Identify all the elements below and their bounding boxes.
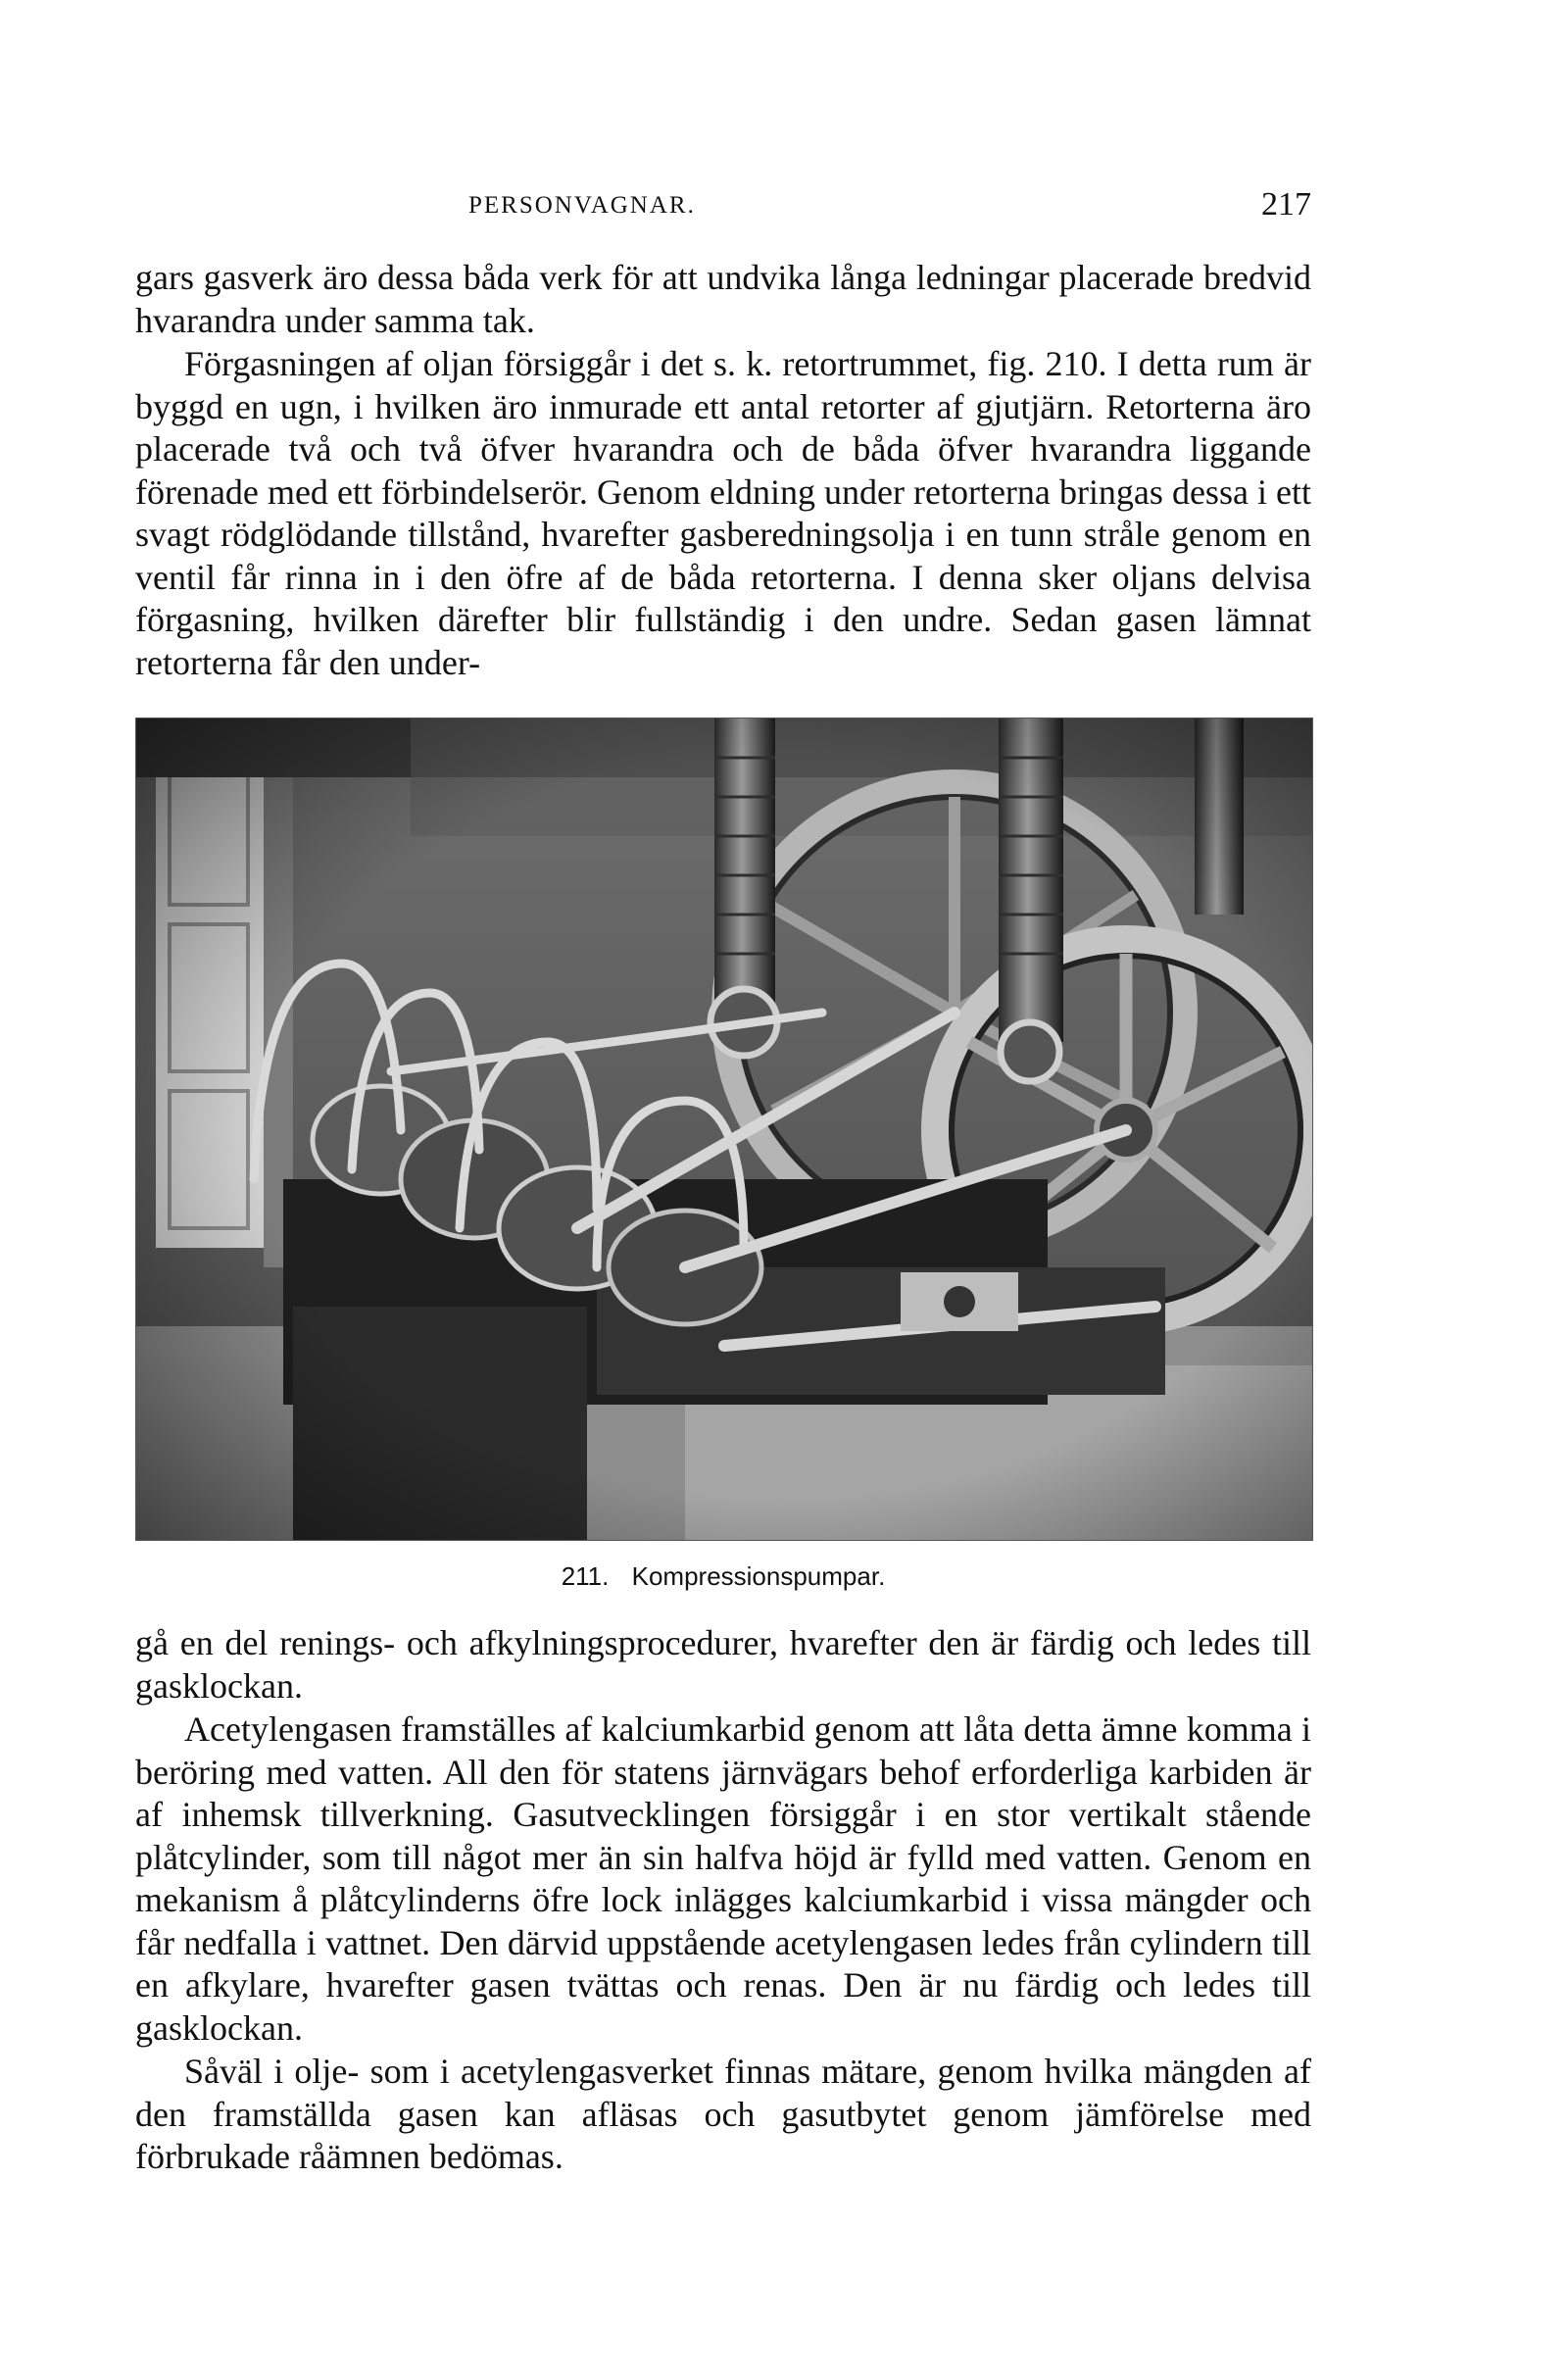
paragraph-3: gå en del renings- och afkylningsprocedurer, hvarefter den är färdig och ledes till gasklockan. bbox=[135, 1623, 1311, 1706]
figure-caption bbox=[135, 1561, 1311, 1592]
figure-photo-compression-pumps bbox=[135, 718, 1313, 1541]
paragraph-1: gars gasverk äro dessa båda verk för att undvika långa ledningar placerade bredvid hvarandra under samma tak. bbox=[135, 258, 1311, 340]
paragraph-5: Såväl i olje- som i acetylengasverket finnas mätare, genom hvilka mängden af den framställda gasen kan afläsas och gasutbytet genom jämförelse med förbrukade råämnen bedömas. bbox=[135, 2052, 1311, 2176]
figure-caption-text: Kompressionspumpar. bbox=[631, 1561, 886, 1591]
paragraph-2: Förgasningen af oljan försiggår i det s. k. retortrummet, fig. 210. I detta rum är byggd en ugn, i hvilken äro inmurade ett antal retorter af gjutjärn. Retorterna äro placerade två och två öfver hvarandra och de båda öfver hvarandra liggande förenade med ett förbindelserör. Genom eldning under retorterna bringas dessa i ett svagt rödglödande tillstånd, hvarefter gasberedningsolja i en tunn stråle genom en ventil får rinna in i den öfre af de båda retorterna. I denna sker oljans delvisa förgasning, hvilken därefter blir fullständig i den undre. Sedan gasen lämnat retorterna får den under- bbox=[135, 344, 1311, 682]
running-head bbox=[135, 186, 1311, 231]
running-title: PERSONVAGNAR. bbox=[468, 192, 696, 219]
page-number: 217 bbox=[1261, 186, 1311, 223]
paragraph-4: Acetylengasen framställes af kalciumkarbid genom att låta detta ämne komma i beröring med vatten. All den för statens järnvägars behof erforderliga karbiden är af inhemsk tillverkning. Gasutvecklingen försiggår i en stor vertikalt stående plåtcylinder, som till något mer än sin halfva höjd är fylld med vatten. Genom en mekanism å plåtcylinderns öfre lock inlägges kalciumkarbid i vissa mängder och får nedfalla i vattnet. Den därvid uppstående acetylengasen ledes från cylindern till en afkylare, hvarefter gasen tvättas och renas. Den är nu färdig och ledes till gasklockan. bbox=[135, 1709, 1311, 2048]
figure-number: 211. bbox=[561, 1561, 610, 1591]
